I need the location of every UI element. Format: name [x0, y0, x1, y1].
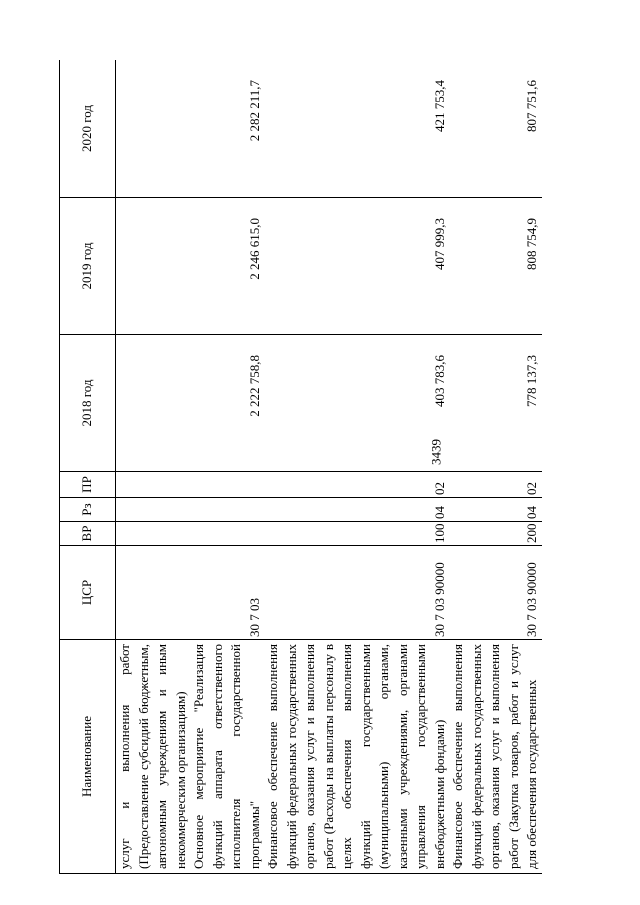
row-pr: 02 [264, 472, 449, 498]
row-2020: 2 282 211,7 [190, 60, 264, 198]
row-rz: 04 [449, 498, 542, 522]
row-vr: 100 [264, 522, 449, 546]
header-rz: Рз [60, 498, 116, 522]
header-csr: ЦСР [60, 546, 116, 640]
row-name: Основное мероприятие "Реализация функций аппарата ответственного исполнителя государственной программы" [190, 640, 264, 874]
row-2019: 407 999,3 [264, 198, 449, 335]
row-name: Финансовое обеспечение выполнения функций федеральных государственных органов, оказания услуг и выполнения работ (Расходы на выплаты персоналу в целях обеспечения выполнения функций государственными (муниципальными) органами, казенными учреждениями, органами управления государственными внебюджетными фондами) [264, 640, 449, 874]
row-pr: 02 [449, 472, 542, 498]
row-csr [116, 546, 191, 640]
table-row [116, 60, 191, 874]
row-2018: 2 222 758,8 [190, 335, 264, 472]
row-name: Финансовое обеспечение выполнения функций федеральных государственных органов, оказания услуг и выполнения работ (Закупка товаров, работ и услуг для обеспечения государственных [449, 640, 542, 874]
page-number: 3439 [428, 439, 444, 465]
row-2018: 778 137,3 [449, 335, 542, 472]
row-2019 [116, 198, 191, 335]
row-pr [116, 472, 191, 498]
row-rz: 04 [264, 498, 449, 522]
header-2018: 2018 год [60, 335, 116, 472]
row-2020: 807 751,6 [449, 60, 542, 198]
row-2018 [116, 335, 191, 472]
row-csr: 30 7 03 [190, 546, 264, 640]
header-2020: 2020 год [60, 60, 116, 198]
row-rz [116, 498, 191, 522]
row-2019: 808 754,9 [449, 198, 542, 335]
table-header-row [60, 60, 116, 874]
row-2019: 2 246 615,0 [190, 198, 264, 335]
header-vr: ВР [60, 522, 116, 546]
header-2019: 2019 год [60, 198, 116, 335]
row-csr: 30 7 03 90000 [264, 546, 449, 640]
budget-table [59, 60, 542, 874]
row-2020: 421 753,4 [264, 60, 449, 198]
header-pr: ПР [60, 472, 116, 498]
row-pr [190, 472, 264, 498]
budget-table-rotated [59, 60, 573, 874]
row-vr [116, 522, 191, 546]
row-vr: 200 [449, 522, 542, 546]
row-name: услуг и выполнения работ (Предоставление субсидий бюджетным, автономным учреждениям и иным некоммерческим организациям) [116, 640, 191, 874]
header-name: Наименование [60, 640, 116, 874]
budget-table-region [59, 60, 573, 874]
table-row [190, 60, 264, 874]
row-2018: 403 783,6 [264, 335, 449, 472]
row-rz [190, 498, 264, 522]
row-csr: 30 7 03 90000 [449, 546, 542, 640]
table-row [264, 60, 449, 874]
row-2020 [116, 60, 191, 198]
row-vr [190, 522, 264, 546]
table-row [449, 60, 542, 874]
